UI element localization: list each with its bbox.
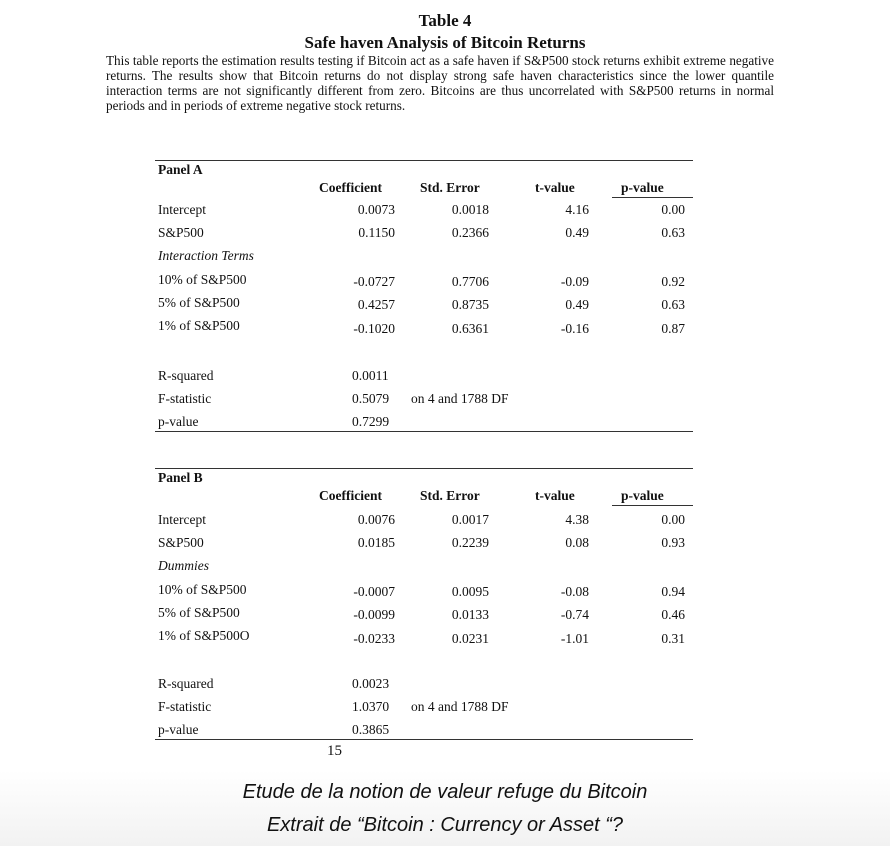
stat-label: R-squared <box>158 368 214 383</box>
stat-value: 0.0011 <box>352 368 389 383</box>
stat-note: on 4 and 1788 DF <box>411 391 509 406</box>
table-number: Table 4 <box>418 11 472 30</box>
stat-value: 0.0023 <box>352 676 390 691</box>
p-value: 0.63 <box>661 297 685 312</box>
stat-label: p-value <box>158 414 199 429</box>
row-label: S&P500 <box>158 225 204 240</box>
header-t-value: t-value <box>535 180 575 195</box>
t-value: 0.49 <box>565 225 589 240</box>
t-value: -1.01 <box>560 631 589 646</box>
stat-value: 0.7299 <box>352 414 390 429</box>
p-value: 0.92 <box>661 274 685 289</box>
header-p-value: p-value <box>621 488 664 503</box>
panel-a <box>155 160 695 440</box>
t-value: -0.74 <box>560 607 589 622</box>
stat-label: p-value <box>158 722 199 737</box>
coef-value: 0.1150 <box>358 225 395 240</box>
coef-value: 0.0076 <box>357 512 395 527</box>
t-value: 0.08 <box>565 535 589 550</box>
panel-bottom-rule <box>155 431 693 432</box>
caption-line-2: Extrait de “Bitcoin : Currency or Asset “? <box>266 814 624 836</box>
t-value: 4.38 <box>565 512 589 527</box>
header-std-error: Std. Error <box>420 488 480 503</box>
stat-note: on 4 and 1788 DF <box>411 699 509 714</box>
header-coefficient: Coefficient <box>319 488 382 503</box>
coef-value: -0.0727 <box>353 274 395 289</box>
panel-bottom-rule <box>155 739 693 740</box>
p-value: 0.00 <box>661 512 685 527</box>
stat-value: 1.0370 <box>352 699 390 714</box>
panel-label: Panel B <box>158 470 203 485</box>
row-label: 1% of S&P500 <box>158 318 240 333</box>
se-value: 0.0095 <box>451 584 489 599</box>
p-value: 0.63 <box>661 225 685 240</box>
t-value: -0.09 <box>560 274 589 289</box>
p-value: 0.46 <box>661 607 685 622</box>
stat-value: 0.5079 <box>352 391 390 406</box>
header-t-value: t-value <box>535 488 575 503</box>
table-description: This table reports the estimation results testing if Bitcoin act as a safe haven if S&P500 stock returns exhibit extreme negative returns. The results show that Bitcoin returns do not display strong safe haven characteristics since the lower quantile interaction terms are not significantly different from zero. Bitcoins are thus uncorrelated with S&P500 returns in normal periods and in periods of extreme negative stock returns. <box>106 53 774 113</box>
t-value: -0.16 <box>560 321 589 336</box>
stat-label: F-statistic <box>158 699 212 714</box>
p-value: 0.93 <box>661 535 685 550</box>
coef-value: 0.0073 <box>357 202 395 217</box>
p-value: 0.87 <box>661 321 685 336</box>
p-value: 0.00 <box>661 202 685 217</box>
t-value: 4.16 <box>565 202 589 217</box>
t-value: -0.08 <box>560 584 589 599</box>
caption-line-1: Etude de la notion de valeur refuge du Bitcoin <box>242 781 648 803</box>
coef-value: 0.4257 <box>357 297 395 312</box>
row-label: Intercept <box>158 202 206 217</box>
row-label: 10% of S&P500 <box>158 582 247 597</box>
header-p-value: p-value <box>621 180 664 195</box>
stat-label: F-statistic <box>158 391 212 406</box>
coef-value: -0.1020 <box>353 321 395 336</box>
row-label: Intercept <box>158 512 206 527</box>
se-value: 0.2366 <box>451 225 489 240</box>
panel-label: Panel A <box>158 162 203 177</box>
header-std-error: Std. Error <box>420 180 480 195</box>
header-underline <box>612 505 693 506</box>
stat-value: 0.3865 <box>352 722 390 737</box>
panel-top-rule <box>155 468 693 469</box>
se-value: 0.0017 <box>451 512 489 527</box>
row-label: 5% of S&P500 <box>158 295 240 310</box>
header-coefficient: Coefficient <box>319 180 382 195</box>
se-value: 0.2239 <box>451 535 489 550</box>
se-value: 0.7706 <box>451 274 489 289</box>
se-value: 0.0133 <box>451 607 489 622</box>
row-label: 10% of S&P500 <box>158 272 247 287</box>
section-label: Interaction Terms <box>158 248 254 263</box>
coef-value: -0.0233 <box>353 631 395 646</box>
coef-value: 0.0185 <box>357 535 395 550</box>
coef-value: -0.0007 <box>353 584 395 599</box>
table-title: Safe haven Analysis of Bitcoin Returns <box>304 33 586 52</box>
stat-label: R-squared <box>158 676 214 691</box>
coef-value: -0.0099 <box>353 607 395 622</box>
row-label: S&P500 <box>158 535 204 550</box>
se-value: 0.0231 <box>451 631 489 646</box>
header-underline <box>612 197 693 198</box>
panel-b <box>155 468 695 748</box>
row-label: 1% of S&P500O <box>158 628 250 643</box>
section-label: Dummies <box>158 558 209 573</box>
se-value: 0.6361 <box>451 321 489 336</box>
t-value: 0.49 <box>565 297 589 312</box>
panel-top-rule <box>155 160 693 161</box>
row-label: 5% of S&P500 <box>158 605 240 620</box>
se-value: 0.8735 <box>451 297 489 312</box>
se-value: 0.0018 <box>451 202 489 217</box>
page-number: 15 <box>327 743 342 759</box>
p-value: 0.94 <box>661 584 685 599</box>
p-value: 0.31 <box>661 631 685 646</box>
